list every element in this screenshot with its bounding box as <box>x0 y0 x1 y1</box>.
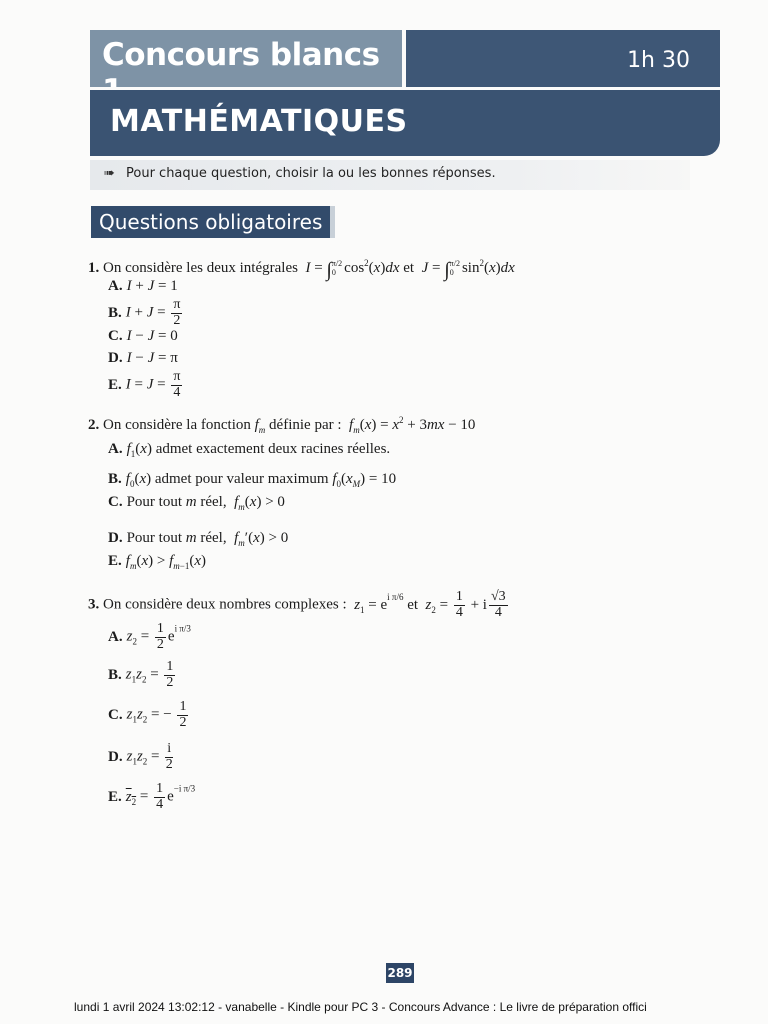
option-2a: A. $f_1(x)$ admet exactement deux racines réelles. <box>108 441 391 459</box>
option-1b: B. I + J = $\frac{\pi}{2}$ <box>108 297 181 328</box>
option-1a: A. I + J = 1 <box>108 278 178 294</box>
option-3e: E. $z_2$ = $\frac{1}{4}$ $e^{-i \pi/3}$ <box>108 781 196 812</box>
question-text: On considère les deux intégrales <box>103 260 298 276</box>
question-text: On considère la fonction <box>103 417 251 433</box>
series-title: Concours blancs <box>102 37 380 73</box>
series-title-box <box>90 30 406 87</box>
option-1c: C. I − J = 0 <box>108 328 178 344</box>
option-2c: C. Pour tout m réel, $f_m(x) > 0$ <box>108 494 285 512</box>
question-number: 2. <box>88 417 100 433</box>
option-2d: D. Pour tout m réel, $f_m'(x) > 0$ <box>108 530 289 548</box>
option-3a: A. $z_2$ = $\frac{1}{2}$ $e^{i \pi/3}$ <box>108 621 191 652</box>
formula-integrals: I = ∫ π/2 0 $\cos^2(x)dx$ et J = ∫ π/2 0 $\sin^2(x)dx$ <box>305 258 515 281</box>
arrow-right-icon: ➠ <box>104 166 115 181</box>
formula-complex: $z_1 = e^{i \pi/6}$ et $z_2$ = $\frac{1}{4}$ + i $\frac{√3}{4}$ <box>354 589 506 620</box>
question-2 <box>88 415 475 435</box>
question-text: On considère deux nombres complexes : <box>103 596 347 613</box>
footer-caption: lundi 1 avril 2024 13:02:12 - vanabelle - Kindle pour PC 3 - Concours Advance : Le livre de préparation offici <box>74 1000 647 1014</box>
option-2e: E. $f_m(x) > f_{m-1}(x)$ <box>108 553 206 571</box>
instruction-bar <box>90 160 690 190</box>
subject-title: MATHÉMATIQUES <box>110 104 408 139</box>
header-banner <box>90 30 720 156</box>
duration-label: 1h 30 <box>627 48 690 73</box>
option-3c: C. $z_1z_2$ = − $\frac{1}{2}$ <box>108 699 187 730</box>
subject-band <box>90 87 720 156</box>
question-number: 3. <box>88 596 100 613</box>
option-1e: E. I = J = $\frac{\pi}{4}$ <box>108 369 181 400</box>
option-3b: B. $z_1z_2$ = $\frac{1}{2}$ <box>108 659 174 690</box>
option-2b: B. $f_0(x)$ admet pour valeur maximum $f_0(x_M) = 10$ <box>108 471 397 489</box>
question-number: 1. <box>88 260 100 276</box>
section-title: Questions obligatoires <box>91 206 335 238</box>
instruction-text: Pour chaque question, choisir la ou les bonnes réponses. <box>126 166 496 181</box>
option-1d: D. I − J = π <box>108 350 178 366</box>
page-number: 289 <box>386 963 414 983</box>
option-3d: D. $z_1z_2$ = $\frac{i}{2}$ <box>108 741 173 772</box>
formula-function: $f_m$ définie par : $f_m(x) = x^2 + 3mx - 10$ <box>254 415 476 435</box>
question-3 <box>88 590 510 620</box>
